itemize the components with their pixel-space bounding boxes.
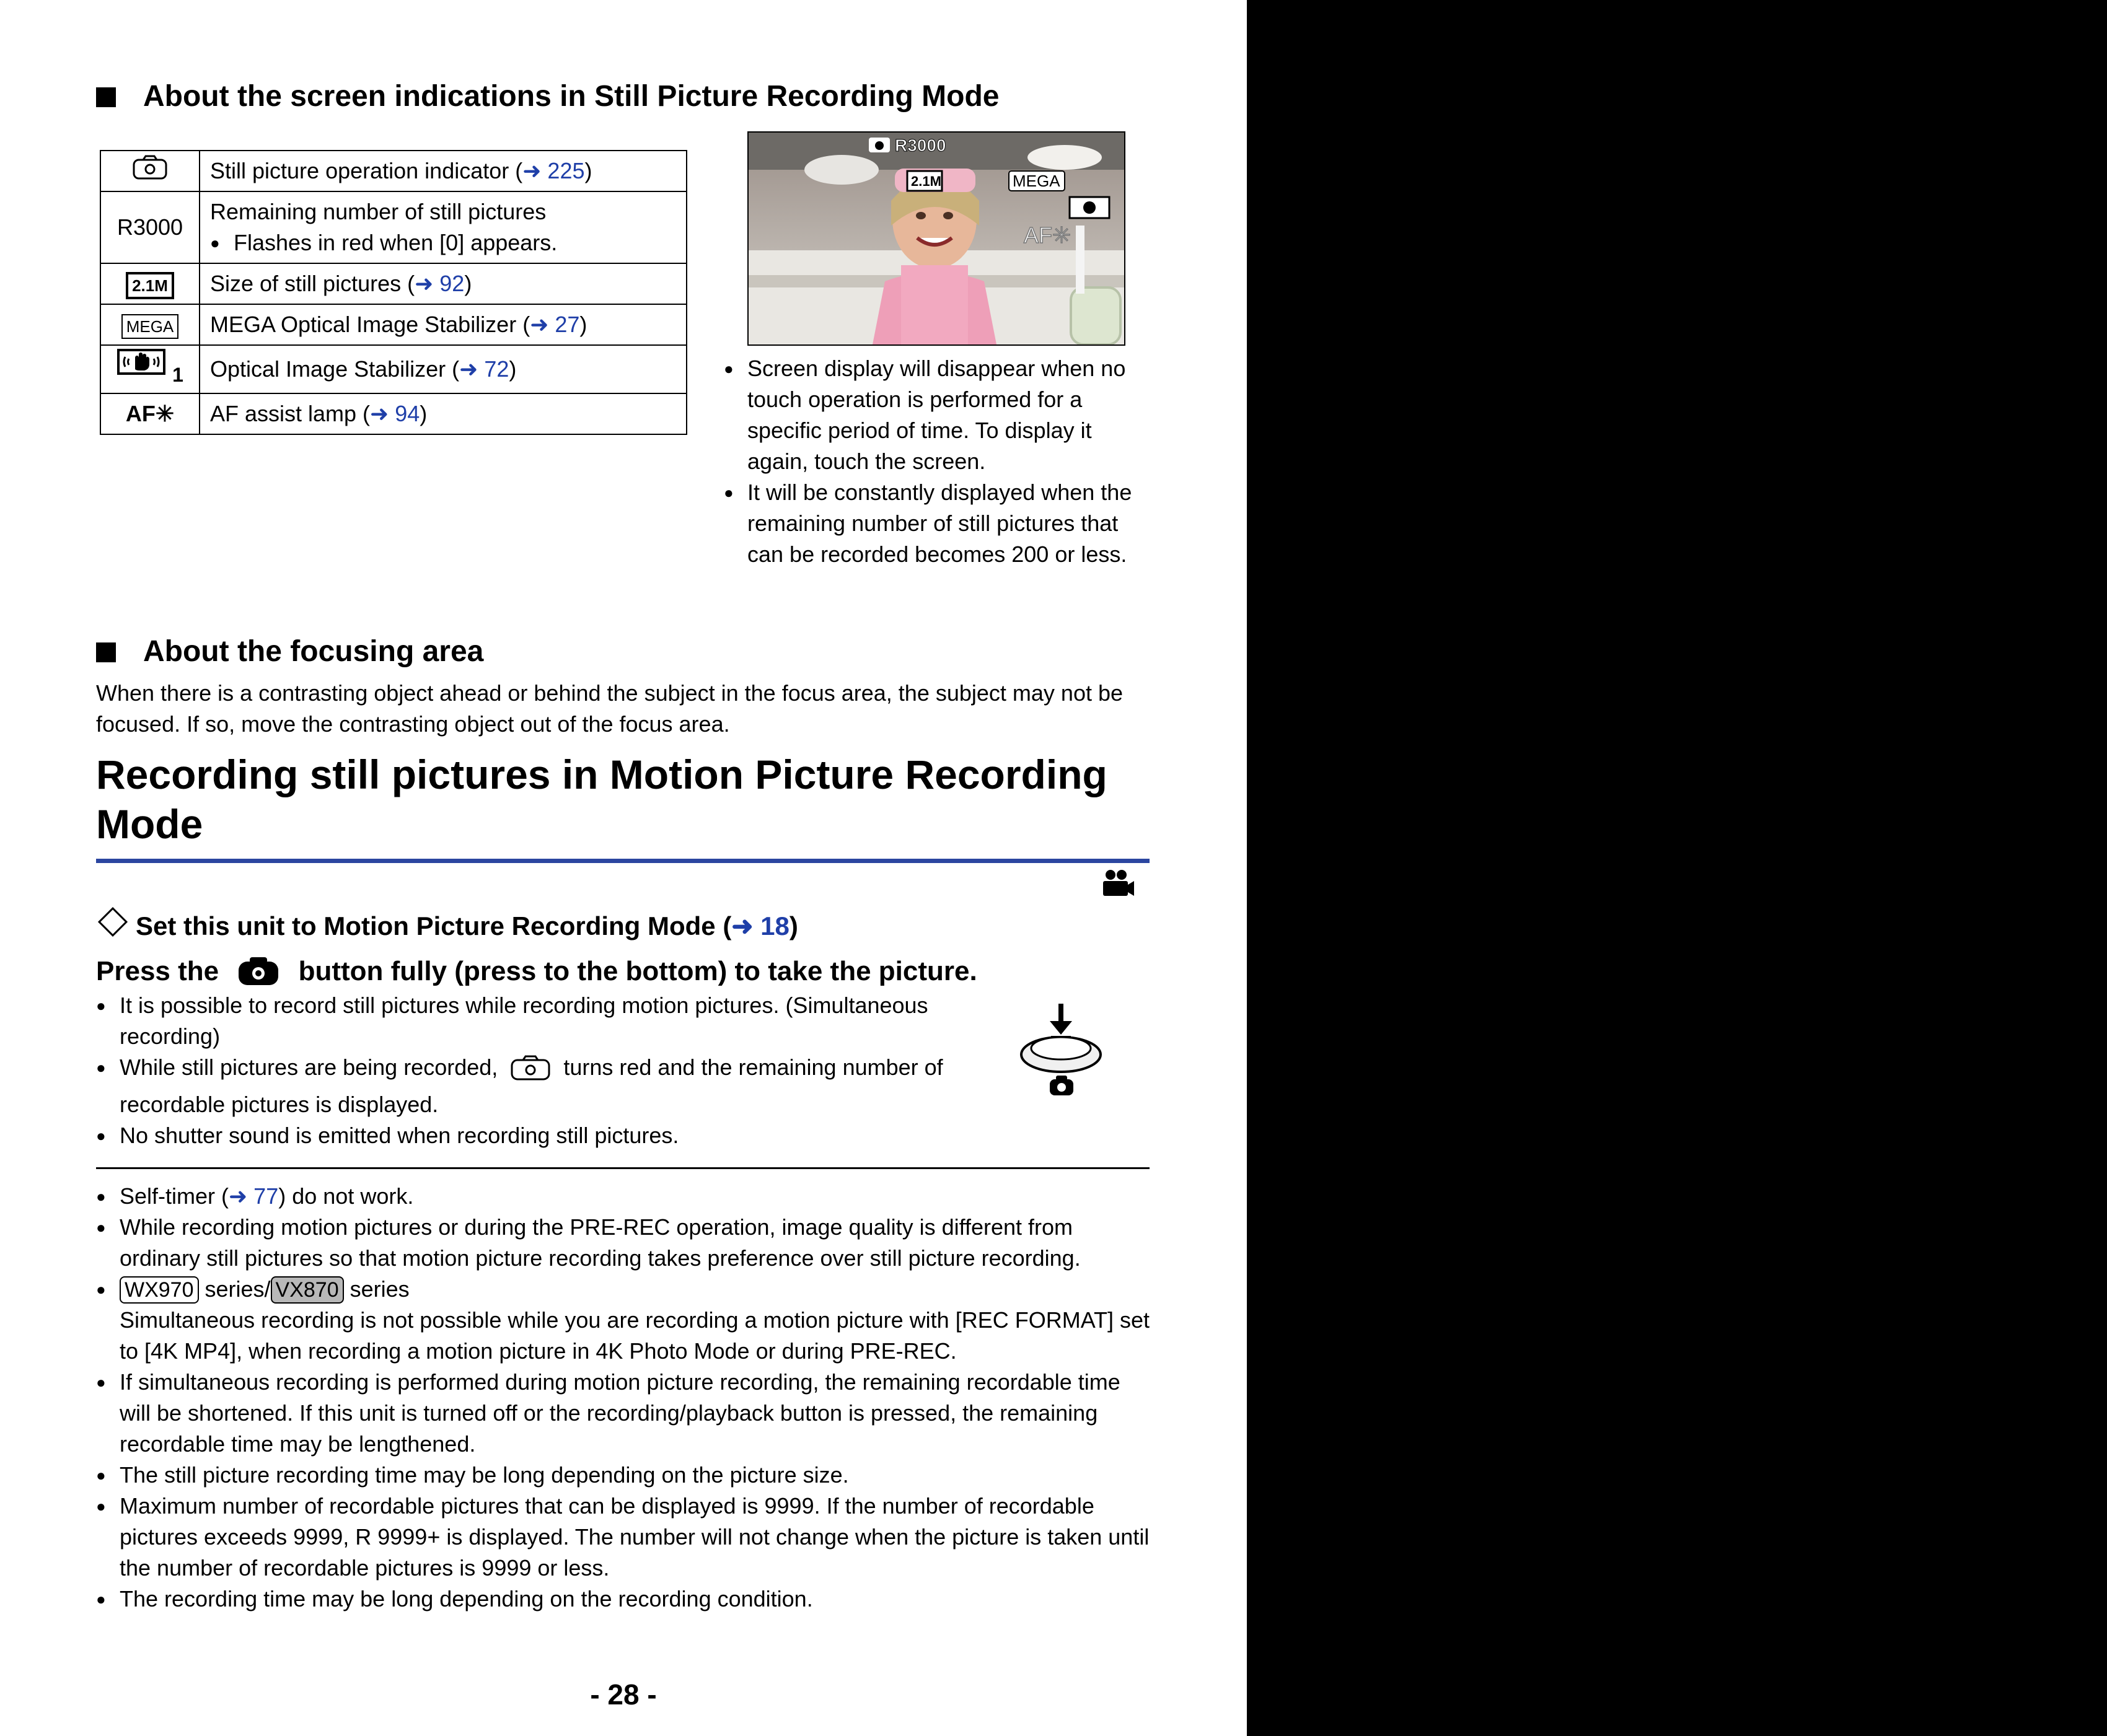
- page-link[interactable]: ➜ 92: [415, 271, 465, 296]
- page-link[interactable]: ➜ 27: [530, 312, 580, 337]
- table-cell: Still picture operation indicator (➜ 225): [200, 151, 687, 191]
- table-row: [100, 345, 687, 393]
- lcd-screen-photo: [747, 131, 1125, 346]
- focusing-area-body: When there is a contrasting object ahead or behind the subject in the focus area, the subject may not be focused. If so, move the contrasting object out of the focus area.: [96, 680, 1124, 737]
- press-instruction: Press the button fully (press to the bottom) to take the picture.: [96, 955, 977, 993]
- screen-display-notes: [724, 353, 1150, 570]
- simultaneous-recording-list: [96, 990, 976, 1151]
- title-rule: [96, 859, 1150, 863]
- notes-divider: [96, 1167, 1150, 1169]
- series-badge-vx870: VX870: [271, 1276, 344, 1304]
- remaining-count-label: R3000: [100, 191, 200, 263]
- overlay-size: 2.1M: [911, 173, 941, 189]
- hand-shake-icon: [117, 355, 172, 380]
- diamond-icon: [98, 907, 128, 937]
- table-row: [100, 393, 687, 434]
- page-link[interactable]: ➜ 72: [459, 356, 509, 382]
- camera-outline-icon: [510, 1054, 551, 1089]
- table-row: [100, 191, 687, 263]
- page-link[interactable]: ➜ 18: [731, 911, 790, 940]
- list-item: ● It will be constantly displayed when the remaining number of still pictures that can be recorded becomes 200 or less.: [724, 477, 1150, 570]
- list-item: ● Self-timer (➜ 77) do not work.: [96, 1181, 1157, 1212]
- black-side-panel: [1247, 0, 2107, 1736]
- overlay-remaining: R3000: [895, 136, 946, 155]
- table-cell: Optical Image Stabilizer (➜ 72): [200, 345, 687, 393]
- table-row: [100, 263, 687, 304]
- list-item: ● While still pictures are being recorded, turns red and the remaining number of recordable pictures is displayed.: [96, 1052, 976, 1120]
- picture-size-icon: 2.1M: [126, 272, 174, 299]
- table-cell: Size of still pictures (➜ 92): [200, 263, 687, 304]
- list-item: ● No shutter sound is emitted when recording still pictures.: [96, 1120, 976, 1151]
- mega-ois-icon: MEGA: [121, 314, 179, 339]
- icon-subscript: 1: [172, 364, 183, 386]
- page-link[interactable]: ➜ 94: [370, 401, 420, 426]
- table-cell: MEGA Optical Image Stabilizer (➜ 27): [200, 304, 687, 345]
- list-item: ● Maximum number of recordable pictures that can be displayed is 9999. If the number of recordable pictures exceeds 9999, R 9999+ is displayed. The number will not change when the picture is taken until the number of recordable pictures is 9999 or less.: [96, 1491, 1157, 1584]
- page-link[interactable]: ➜ 77: [229, 1183, 279, 1209]
- overlay-af: AF✳: [1024, 222, 1071, 248]
- list-item: ● The recording time may be long depending on the recording condition.: [96, 1584, 1157, 1615]
- list-item: ● If simultaneous recording is performed during motion picture recording, the remaining recordable time will be shortened. If this unit is turned off or the recording/playback button is pressed, the remaining recordable time may be lengthened.: [96, 1367, 1157, 1460]
- list-item: ● It is possible to record still pictures while recording motion pictures. (Simultaneous recording): [96, 990, 976, 1052]
- section-heading-focusing-area: About the focusing area: [96, 634, 483, 669]
- table-cell: AF assist lamp (➜ 94): [200, 393, 687, 434]
- camera-outline-icon: [100, 151, 200, 191]
- section-heading-screen-indications: About the screen indications in Still Picture Recording Mode: [96, 79, 1000, 113]
- af-assist-icon: AF✳: [100, 393, 200, 434]
- list-item: ● Flashes in red when [0] appears.: [210, 227, 676, 258]
- list-item: ● Screen display will disappear when no touch operation is performed for a specific period of time. To display it again, touch the screen.: [724, 353, 1150, 477]
- list-item: ● While recording motion pictures or during the PRE-REC operation, image quality is different from ordinary still pictures so that motion picture recording takes preference over still picture recording.: [96, 1212, 1157, 1274]
- table-cell: Remaining number of still pictures ● Flashes in red when [0] appears.: [200, 191, 687, 263]
- photo-shutter-button-illustration: [1019, 1000, 1106, 1108]
- page-link[interactable]: ➜ 225: [522, 158, 585, 183]
- table-row: [100, 151, 687, 191]
- page-number: - 28 -: [590, 1678, 657, 1711]
- motion-picture-mode-icon: [1101, 869, 1135, 903]
- indicator-table: [100, 150, 687, 435]
- list-item: ● The still picture recording time may be long depending on the picture size.: [96, 1460, 1157, 1491]
- page-title: Recording still pictures in Motion Picture Recording Mode: [96, 752, 1107, 847]
- series-badge-wx970: WX970: [120, 1276, 199, 1304]
- camera-button-icon: [237, 955, 279, 993]
- list-item: ● WX970 series/ VX870 series Simultaneous recording is not possible while you are recording a motion picture with [REC FORMAT] set to [4K MP4], when recording a motion picture in 4K Photo Mode or during PRE-REC.: [96, 1274, 1157, 1367]
- square-bullet-icon: [96, 642, 116, 662]
- table-row: [100, 304, 687, 345]
- step-set-mode: Set this unit to Motion Picture Recording Mode (➜ 18): [96, 911, 798, 941]
- overlay-mega: MEGA: [1013, 172, 1060, 190]
- notes-list: [96, 1181, 1157, 1615]
- square-bullet-icon: [96, 87, 116, 107]
